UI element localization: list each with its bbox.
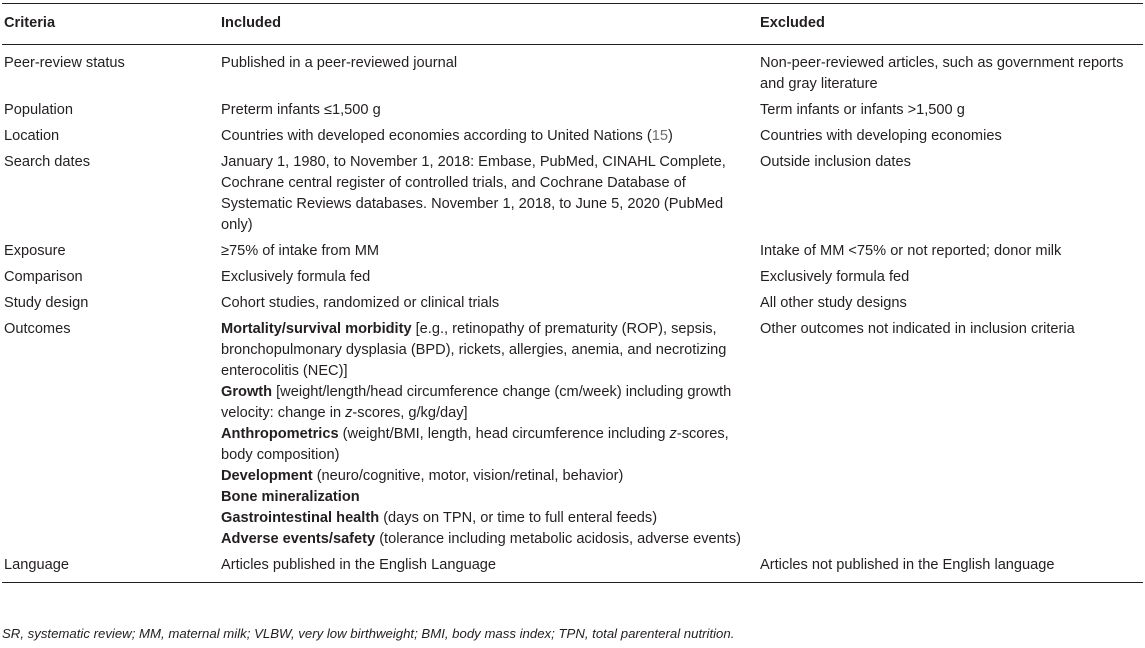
outcome-adverse (221, 529, 758, 550)
criteria-cell: Language (4, 557, 69, 573)
included-cell: Articles published in the English Language (221, 557, 497, 573)
included-cell (221, 124, 758, 150)
outcome-detail-end: -scores, g/kg/day] (352, 405, 468, 421)
outcome-mortality (221, 319, 758, 382)
table-row (2, 291, 1143, 317)
outcome-detail: (days on TPN, or time to full enteral feeds) (379, 510, 658, 526)
outcome-label: Mortality/survival morbidity (221, 321, 412, 337)
table-footnote: SR, systematic review; MM, maternal milk; VLBW, very low birthweight; BMI, body mass index; TPN, total parenteral nutrition. (2, 626, 735, 641)
outcome-growth (221, 382, 758, 424)
outcome-label: Anthropometrics (221, 426, 339, 442)
criteria-table-container (2, 3, 1143, 583)
included-cell: Preterm infants ≤1,500 g (221, 102, 381, 118)
table-header-row (2, 4, 1143, 45)
outcome-detail: [weight/length/head circumference change (cm/week) including growth velocity: change in (221, 384, 732, 421)
included-cell: Exclusively formula fed (221, 269, 371, 285)
criteria-cell: Peer-review status (4, 55, 125, 71)
outcome-detail: (weight/BMI, length, head circumference including (338, 426, 670, 442)
excluded-cell: Countries with developing economies (760, 128, 1002, 144)
included-cell: Cohort studies, randomized or clinical trials (221, 295, 500, 311)
table-row (2, 150, 1143, 239)
table-row (2, 45, 1143, 99)
criteria-cell: Study design (4, 295, 89, 311)
outcome-label: Growth (221, 384, 273, 400)
excluded-cell: All other study designs (760, 295, 907, 311)
outcome-detail: (tolerance including metabolic acidosis, adverse events) (375, 531, 741, 547)
excluded-cell: Non-peer-reviewed articles, such as government reports and gray literature (760, 55, 1124, 92)
outcome-label: Adverse events/safety (221, 531, 376, 547)
reference-link[interactable]: 15 (651, 128, 668, 144)
outcome-label: Bone mineralization (221, 489, 360, 505)
table-row (2, 239, 1143, 265)
outcome-bone (221, 487, 758, 508)
included-cell: ≥75% of intake from MM (221, 243, 380, 259)
header-excluded: Excluded (760, 15, 825, 31)
included-text-end: ) (668, 128, 673, 144)
excluded-cell: Term infants or infants >1,500 g (760, 102, 965, 118)
included-cell: January 1, 1980, to November 1, 2018: Embase, PubMed, CINAHL Complete, Cochrane central register of controlled trials, and Cochrane Database of Systematic Reviews databases. November 1, 2018, to June 5, 2020 (PubMed only) (221, 154, 726, 233)
outcome-italic: z (345, 405, 353, 421)
inclusion-exclusion-table (2, 3, 1143, 583)
criteria-cell: Outcomes (4, 321, 71, 337)
header-criteria: Criteria (4, 15, 56, 31)
criteria-cell: Location (4, 128, 60, 144)
included-cell-outcomes (221, 317, 758, 553)
table-row (2, 317, 1143, 553)
criteria-cell: Exposure (4, 243, 66, 259)
outcome-gi (221, 508, 758, 529)
outcome-development (221, 466, 758, 487)
criteria-cell: Comparison (4, 269, 83, 285)
header-included: Included (221, 15, 281, 31)
table-row (2, 98, 1143, 124)
excluded-cell: Other outcomes not indicated in inclusion criteria (760, 321, 1075, 337)
outcome-anthropometrics (221, 424, 758, 466)
table-row (2, 265, 1143, 291)
outcome-detail: (neuro/cognitive, motor, vision/retinal, behavior) (312, 468, 624, 484)
outcome-detail: [e.g., retinopathy of prematurity (ROP), sepsis, bronchopulmonary dysplasia (BPD), rickets, allergies, anemia, and necrotizing enterocolitis (NEC)] (221, 321, 727, 379)
outcome-label: Gastrointestinal health (221, 510, 380, 526)
excluded-cell: Intake of MM <75% or not reported; donor milk (760, 243, 1062, 259)
table-row (2, 124, 1143, 150)
excluded-cell: Exclusively formula fed (760, 269, 910, 285)
criteria-cell: Search dates (4, 154, 90, 170)
outcome-label: Development (221, 468, 313, 484)
excluded-cell: Outside inclusion dates (760, 154, 911, 170)
outcome-detail-end: -scores, body composition) (221, 426, 729, 463)
included-text: Countries with developed economies according to United Nations ( (221, 128, 652, 144)
excluded-cell: Articles not published in the English language (760, 557, 1055, 573)
criteria-cell: Population (4, 102, 73, 118)
included-cell: Published in a peer-reviewed journal (221, 55, 458, 71)
table-row (2, 553, 1143, 583)
outcome-italic: z (669, 426, 677, 442)
